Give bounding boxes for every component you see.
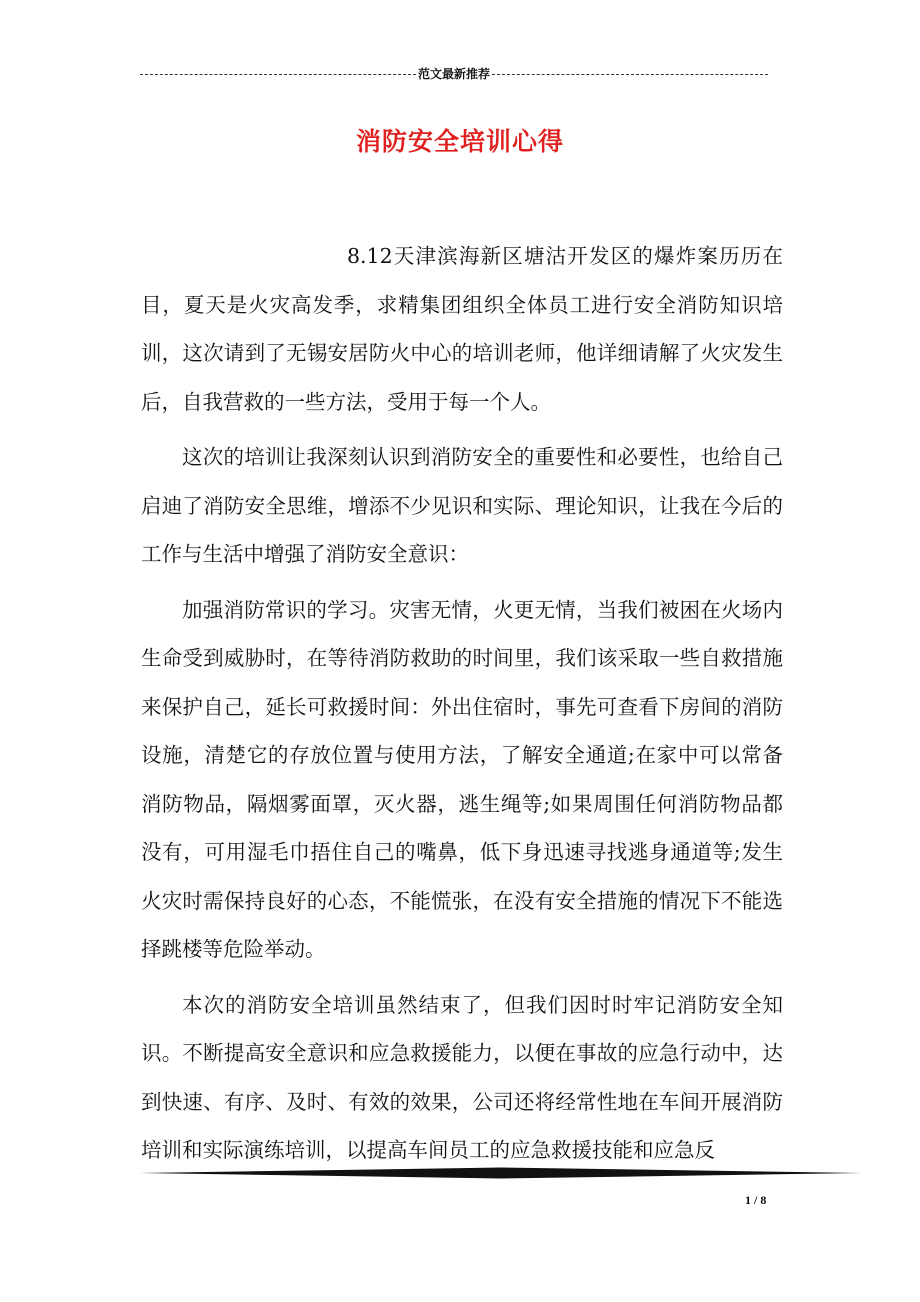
paragraph-2: 这次的培训让我深刻认识到消防安全的重要性和必要性，也给自己启迪了消防安全思维，增添不少见识和实际、理论知识，让我在今后的工作与生活中增强了消防安全意识： bbox=[141, 445, 783, 566]
header-dash-right bbox=[492, 74, 768, 75]
paragraph-1: 8.12天津滨海新区塘沽开发区的爆炸案历历在目，夏天是火灾高发季，求精集团组织全体员工进行安全消防知识培训，这次请到了无锡安居防火中心的培训老师，他详细请解了火灾发生后，自我营救的一些方法，受用于每一个人。 bbox=[141, 244, 783, 414]
page-header bbox=[140, 66, 768, 82]
footer-divider bbox=[140, 1167, 862, 1179]
header-dash-left bbox=[140, 74, 416, 75]
paragraph-3: 加强消防常识的学习。灾害无情，火更无情，当我们被困在火场内生命受到威胁时，在等待消防救助的时间里，我们该采取一些自救措施来保护自己，延长可救援时间：外出住宿时，事先可查看下房间的消防设施，清楚它的存放位置与使用方法，了解安全通道;在家中可以常备消防物品，隔烟雾面罩，灭火器，逃生绳等;如果周围任何消防物品都没有，可用湿毛巾捂住自己的嘴鼻，低下身迅速寻找逃身通道等;发生火灾时需保持良好的心态，不能慌张，在没有安全措施的情况下不能选择跳楼等危险举动。 bbox=[141, 597, 783, 961]
paragraph-4: 本次的消防安全培训虽然结束了，但我们因时时牢记消防安全知识。不断提高安全意识和应急救援能力，以便在事故的应急行动中，达到快速、有序、及时、有效的效果，公司还将经常性地在车间开展消防培训和实际演练培训，以提高车间员工的应急救援技能和应急反 bbox=[141, 992, 783, 1162]
page-number: 1 / 8 bbox=[745, 1193, 767, 1207]
header-label: 范文最新推荐 bbox=[418, 67, 491, 81]
document-title: 消防安全培训心得 bbox=[355, 127, 564, 156]
document-body bbox=[141, 232, 783, 1182]
